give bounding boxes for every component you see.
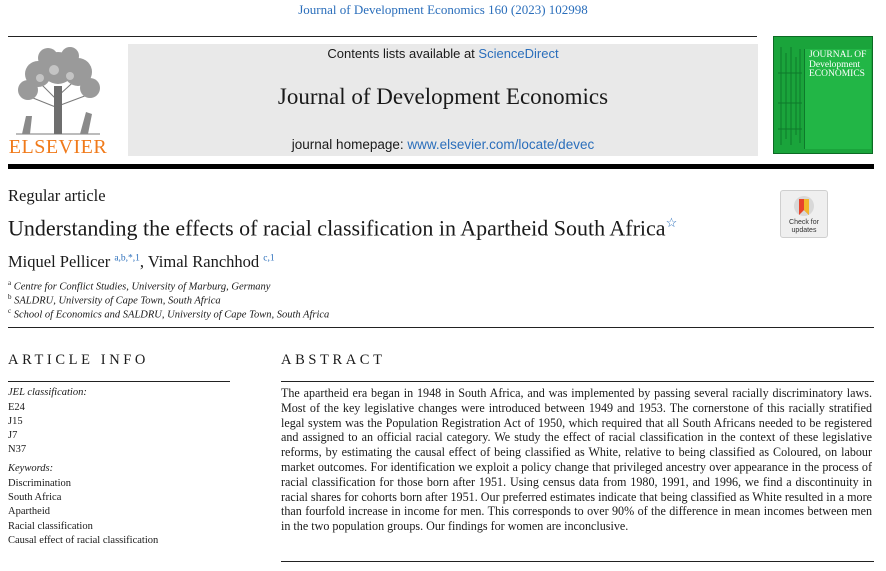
keyword: Causal effect of racial classification <box>8 535 159 546</box>
homepage-link[interactable]: www.elsevier.com/locate/devec <box>407 137 595 152</box>
jel-label: JEL classification: <box>8 387 87 398</box>
cover-pattern-icon <box>778 43 802 149</box>
jel-code: E24 <box>8 402 25 413</box>
journal-cover-thumbnail[interactable] <box>773 36 873 154</box>
author-list <box>8 252 275 272</box>
contents-prefix: Contents lists available at <box>327 46 479 61</box>
jel-code: J7 <box>8 430 18 441</box>
affiliation-text: SALDRU, University of Cape Town, South Africa <box>14 295 221 307</box>
affiliation-text: School of Economics and SALDRU, University of Cape Town, South Africa <box>13 309 330 321</box>
homepage-line <box>128 137 758 152</box>
journal-citation[interactable]: Journal of Development Economics 160 (2023) 102998 <box>298 2 588 17</box>
jel-code: N37 <box>8 444 27 455</box>
affiliation-c <box>8 307 329 321</box>
author-superscript[interactable]: c,1 <box>263 253 275 264</box>
keyword: Racial classification <box>8 521 93 532</box>
author-name[interactable]: Vimal Ranchhod <box>147 252 260 271</box>
check-for-updates-button[interactable] <box>780 190 828 238</box>
keyword: Apartheid <box>8 506 50 517</box>
contents-line <box>128 46 758 61</box>
article-title <box>8 215 677 241</box>
elsevier-wordmark: ELSEVIER <box>8 136 108 158</box>
abstract-heading: ABSTRACT <box>281 352 386 368</box>
cover-title: JOURNAL OF Development ECONOMICS <box>809 50 867 79</box>
affiliation-key: a <box>8 279 12 287</box>
author-separator: , <box>139 252 148 271</box>
section-rule <box>8 327 874 328</box>
keyword: Discrimination <box>8 478 71 489</box>
bookmark-icon <box>793 195 815 219</box>
title-footnote-mark[interactable]: ☆ <box>665 215 678 230</box>
keyword: South Africa <box>8 492 62 503</box>
author-superscript[interactable]: a,b,*,1 <box>114 253 140 264</box>
article-info-heading: ARTICLE INFO <box>8 352 150 368</box>
article-type: Regular article <box>8 186 106 205</box>
author-name[interactable]: Miquel Pellicer <box>8 252 111 271</box>
homepage-prefix: journal homepage: <box>291 137 408 152</box>
sciencedirect-link[interactable]: ScienceDirect <box>478 46 559 61</box>
keywords-label: Keywords: <box>8 463 54 474</box>
jel-code: J15 <box>8 416 23 427</box>
abstract-bottom-rule <box>281 561 874 562</box>
journal-title: Journal of Development Economics <box>277 84 609 109</box>
article-title-text: Understanding the effects of racial classification in Apartheid South Africa <box>8 215 666 241</box>
affiliation-text: Centre for Conflict Studies, University of Marburg, Germany <box>13 281 271 293</box>
abstract-text: The apartheid era began in 1948 in South Africa, and was implemented by passing several racially discriminatory laws. Most of the key legislative changes were introduced between 1949 and 1953. The cornerstone of this racially stratified legal system was the Population Registration Act of 1950, which required that all South Africans needed to be registered and assigned to an official racial category. We study the effect of racial classification in the context of these legislative reforms, by estimating the causal effect of being classified as White, relative to being classified as Coloured, on labour market outcomes. For identification we exploit a policy change that privileged ancestry over appearance in the process of racial classification for those born after 1951. Using census data from 1980, 1991, and 1996, we find a discontinuity in racial shares for cohorts born after 1951. Our preferred estimates indicate that being classified as White resulted in a more than fourfold increase in income for men. This corresponds to over 90% of the difference in mean incomes between men in the two population groups. Our findings for women are inconclusive. <box>281 386 872 534</box>
header-thick-rule <box>8 164 874 169</box>
affiliation-key: c <box>8 307 12 315</box>
abstract-rule <box>281 381 874 382</box>
article-info-rule <box>8 381 230 382</box>
affiliation-b <box>8 293 221 307</box>
affiliation-key: b <box>8 293 12 301</box>
affiliation-a <box>8 279 270 293</box>
header-rule <box>8 36 757 37</box>
check-for-updates-label: Check for updates <box>789 219 819 234</box>
